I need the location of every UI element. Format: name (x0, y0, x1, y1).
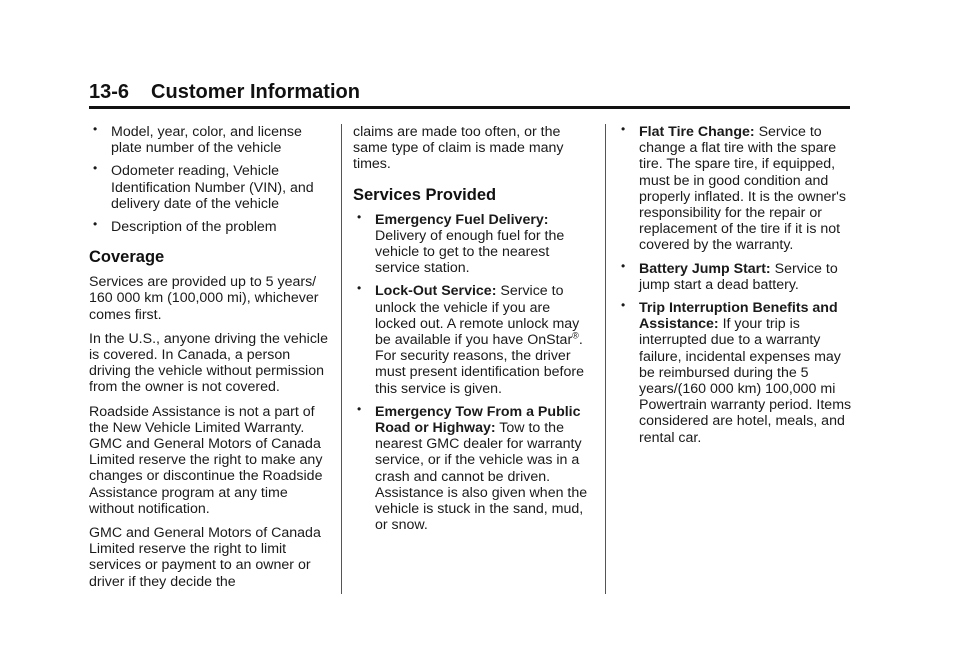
paragraph: Services are provided up to 5 years/ 160 000 km (100,000 mi), whichever comes first. (89, 274, 319, 323)
bullet-icon: • (621, 258, 626, 273)
page-title (89, 80, 850, 104)
column-divider (341, 124, 342, 594)
service-label: Emergency Tow From a Public Road or Highway: (375, 403, 581, 437)
info-bullet-list (89, 124, 329, 235)
services-heading: Services Provided (353, 185, 497, 204)
service-text: Service to unlock the vehicle if you are locked out. A remote unlock may be available if you have OnStar (375, 283, 580, 349)
service-label: Trip Interruption Benefits and Assistance: (639, 300, 838, 333)
service-text: Service to change a flat tire with the spare tire. The spare tire, if equipped, must be in good condition and properly inflated. It is the owner's responsibility for the repair or replacement of the tire if it is not covered by the warranty. (639, 124, 846, 254)
list-item: • Odometer reading, Vehicle Identification Number (VIN), and delivery date of the vehicle (93, 161, 314, 212)
registered-mark: ® (572, 330, 579, 341)
services-list (617, 124, 857, 446)
bullet-icon: • (93, 217, 98, 232)
coverage-heading: Coverage (89, 248, 165, 267)
paragraph: In the U.S., anyone driving the vehicle is covered. In Canada, a person driving the vehicle without permission from the owner is not covered. (89, 330, 328, 396)
paragraph: claims are made too often, or the same type of claim is made many times. (353, 124, 564, 173)
bullet-icon: • (357, 209, 362, 224)
column-1 (89, 124, 329, 598)
list-item (353, 209, 593, 277)
service-label: Emergency Fuel Delivery: (375, 211, 549, 228)
list-item (353, 401, 593, 534)
page-number: 13-6 (89, 81, 130, 103)
page-header (89, 80, 850, 104)
bullet-icon: • (621, 298, 626, 313)
list-item: • Model, year, color, and license plate number of the vehicle (93, 122, 302, 157)
service-label: Battery Jump Start: (639, 260, 771, 277)
service-text: If your trip is interrupted due to a warranty failure, incidental expenses may be reimbursed during the 5 years/(160 000 km) 100,000 mi Powertrain warranty period. Items considered are hotel, meals, and rental car. (639, 316, 852, 446)
section-title: Customer Information (151, 81, 360, 103)
services-list (353, 209, 593, 534)
bullet-icon: • (93, 161, 98, 176)
bullet-icon: • (357, 401, 362, 416)
service-text: Delivery of enough fuel for the vehicle to get to the nearest service station. (375, 227, 565, 277)
column-3 (617, 124, 857, 453)
header-rule (89, 106, 850, 109)
list-item (353, 283, 593, 396)
paragraph: GMC and General Motors of Canada Limited reserve the right to limit services or payment to an owner or driver if they decide the (89, 525, 321, 590)
service-text: . For security reasons, the driver must present identification before this service is given. (375, 332, 584, 397)
list-item: • Description of the problem (93, 217, 277, 236)
column-divider (605, 124, 606, 594)
bullet-icon: • (93, 122, 98, 136)
paragraph: Roadside Assistance is not a part of the New Vehicle Limited Warranty. GMC and General Motors of Canada Limited reserve the right to make any changes or discontinue the Roadside Assistance program at any time without notification. (89, 403, 323, 517)
bullet-icon: • (621, 122, 626, 136)
list-item (617, 124, 857, 254)
bullet-icon: • (357, 281, 362, 296)
service-text: Tow to the nearest GMC dealer for warranty service, or if the vehicle was in a crash and cannot be driven. Assistance is also given when the vehicle is stuck in the sand, mud, or snow. (375, 420, 588, 534)
column-2 (353, 124, 593, 540)
service-label: Lock-Out Service: (375, 283, 497, 300)
service-label: Flat Tire Change: (639, 124, 755, 140)
list-item (617, 258, 857, 293)
service-text: Service to jump start a dead battery. (639, 260, 838, 293)
list-item (617, 300, 857, 446)
